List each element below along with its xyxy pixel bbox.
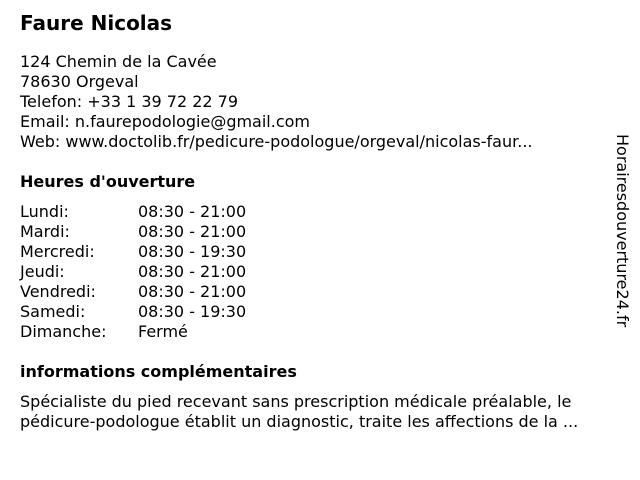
email-line: Email: n.faurepodologie@gmail.com xyxy=(20,112,311,131)
hours-row-tuesday xyxy=(20,222,246,242)
additional-info-line-2: pédicure-podologue établit un diagnostic, traite les affections de la ... xyxy=(20,412,579,431)
additional-info-line-1: Spécialiste du pied recevant sans prescription médicale préalable, le xyxy=(20,392,572,411)
business-name: Faure Nicolas xyxy=(20,11,173,35)
hours-day: Dimanche: xyxy=(20,322,107,341)
hours-row-wednesday xyxy=(20,242,246,262)
hours-day: Mardi: xyxy=(20,222,70,241)
phone-line: Telefon: +33 1 39 72 22 79 xyxy=(20,92,239,111)
hours-time: 08:30 - 21:00 xyxy=(138,222,247,241)
side-brand-text: Horairesdouverture24.fr xyxy=(613,134,632,328)
opening-hours-table xyxy=(20,202,246,342)
hours-day: Vendredi: xyxy=(20,282,96,301)
hours-row-monday xyxy=(20,202,246,222)
address-line-2: 78630 Orgeval xyxy=(20,72,139,91)
hours-time: 08:30 - 21:00 xyxy=(138,282,247,301)
web-line: Web: www.doctolib.fr/pedicure-podologue/orgeval/nicolas-faur... xyxy=(20,132,533,151)
opening-hours-title: Heures d'ouverture xyxy=(20,172,196,191)
hours-row-thursday xyxy=(20,262,246,282)
hours-time: 08:30 - 21:00 xyxy=(138,202,247,221)
hours-time: 08:30 - 19:30 xyxy=(138,242,247,261)
hours-time: 08:30 - 19:30 xyxy=(138,302,247,321)
hours-day: Mercredi: xyxy=(20,242,95,261)
hours-row-saturday xyxy=(20,302,246,322)
hours-day: Samedi: xyxy=(20,302,86,321)
hours-row-sunday xyxy=(20,322,246,342)
additional-info-title: informations complémentaires xyxy=(20,362,297,381)
hours-time: Fermé xyxy=(138,322,188,341)
hours-day: Jeudi: xyxy=(20,262,65,281)
address-line-1: 124 Chemin de la Cavée xyxy=(20,52,217,71)
hours-day: Lundi: xyxy=(20,202,69,221)
business-card xyxy=(20,10,620,432)
hours-row-friday xyxy=(20,282,246,302)
hours-time: 08:30 - 21:00 xyxy=(138,262,247,281)
